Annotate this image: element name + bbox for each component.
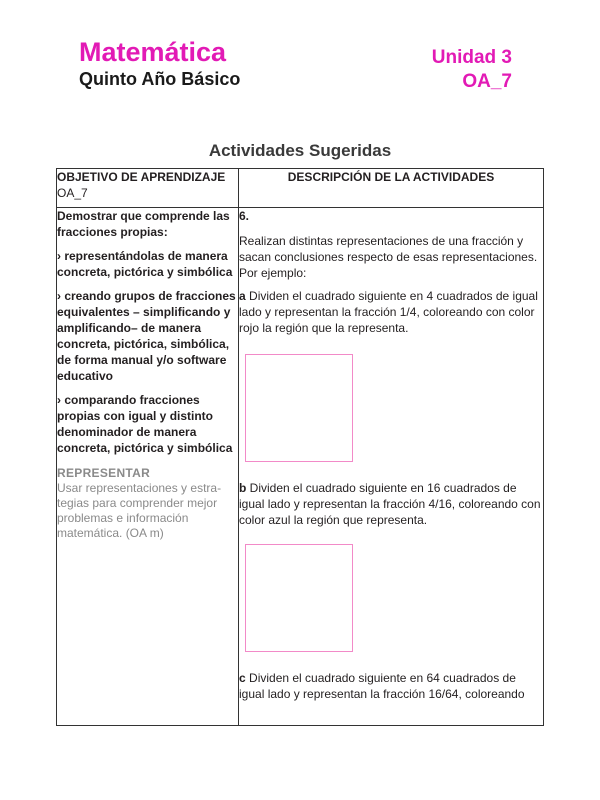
step-text: Dividen el cuadrado siguiente en 16 cuadrados de igual lado y representan la fracción 4/16, coloreando con color azul la región que representa. — [239, 481, 541, 527]
activity-step-b — [239, 480, 543, 528]
activity-intro: Realizan distintas representaciones de una fracción y sacan conclusiones respecto de esas representaciones. Por ejemplo: — [239, 234, 538, 280]
section-title: Actividades Sugeridas — [208, 141, 392, 160]
document-header-left — [79, 36, 240, 90]
objective-header — [57, 169, 239, 208]
step-label: a — [239, 289, 246, 303]
objective-item: › representándolas de manera concreta, pictórica y simbólica — [57, 249, 233, 279]
oa-label: OA_7 — [462, 71, 512, 92]
step-label: b — [239, 481, 247, 495]
objective-item: › creando grupos de fracciones equivalentes – simplificando y amplificando– de manera concreta, pictórica, simbólica, de forma manual y/o software educativo — [57, 289, 236, 383]
objective-cell — [57, 208, 239, 726]
activity-step-c — [239, 670, 543, 702]
square-drawing-area-a[interactable] — [245, 354, 353, 462]
skill-title: REPRESENTAR — [57, 466, 151, 480]
objective-item: › comparando fracciones propias con igual y distinto denominador de manera concreta, pictórica y simbólica — [57, 393, 233, 455]
step-label: c — [239, 671, 246, 685]
unit-label: Unidad 3 — [431, 47, 512, 68]
step-text: Dividen el cuadrado siguiente en 64 cuadrados de igual lado y representan la fracción 16/64, coloreando — [239, 671, 525, 701]
objective-intro: Demostrar que comprende las fracciones propias: — [57, 209, 230, 239]
grade-level: Quinto Año Básico — [79, 69, 241, 89]
skill-description: Usar representaciones y estra-tegias para comprender mejor problemas e información matemática. (OA m) — [57, 481, 222, 540]
square-drawing-area-b[interactable] — [245, 544, 353, 652]
activity-number: 6. — [239, 209, 250, 223]
description-header: DESCRIPCIÓN DE LA ACTIVIDADES — [239, 169, 544, 208]
step-text: Dividen el cuadrado siguiente en 4 cuadrados de igual lado y representan la fracción 1/4, coloreando con color rojo la región que la representa. — [239, 289, 538, 335]
table-body-row — [57, 208, 544, 726]
table-header-row — [57, 169, 544, 208]
activity-step-a — [239, 288, 543, 336]
objective-header-code: OA_7 — [57, 186, 88, 200]
objective-header-label: OBJETIVO DE APRENDIZAJE — [57, 170, 226, 184]
activity-cell — [239, 208, 544, 726]
document-header-right — [432, 47, 512, 93]
activities-table — [56, 168, 544, 726]
subject-title: Matemática — [79, 37, 227, 67]
